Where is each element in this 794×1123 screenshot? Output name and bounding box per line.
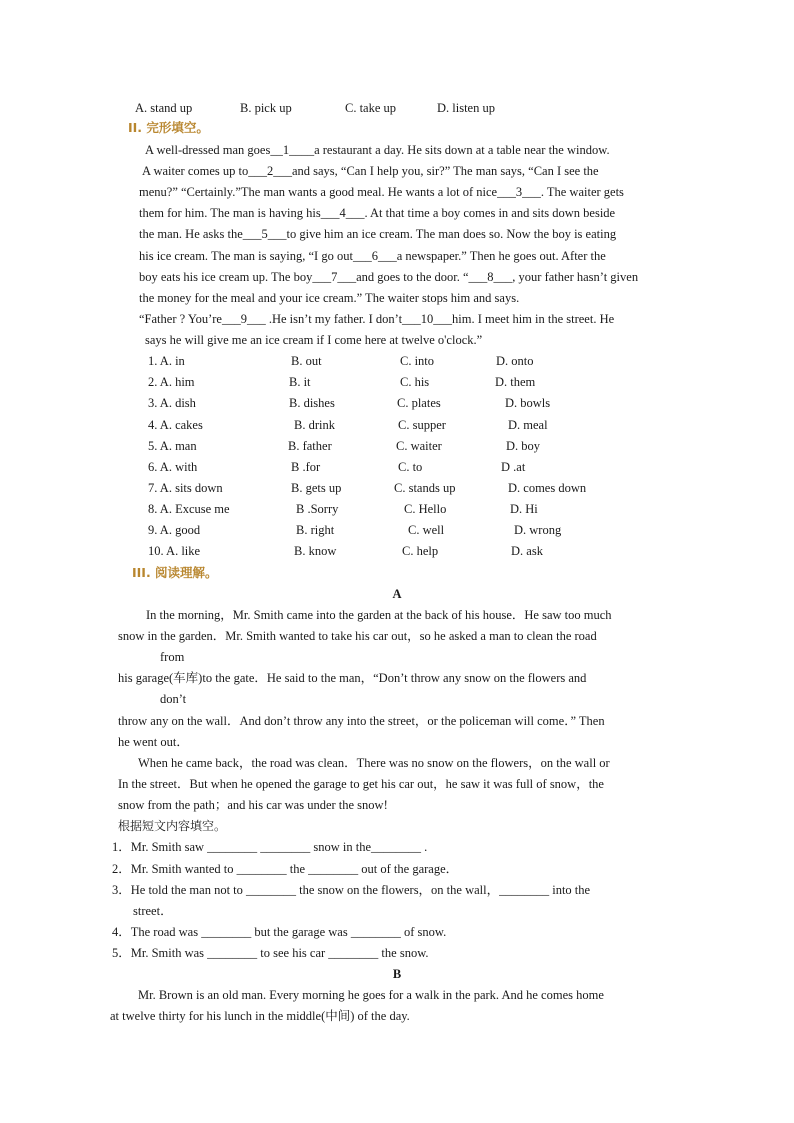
fill-question: 5．Mr. Smith was ________ to see his car ________ the snow. xyxy=(112,946,429,960)
option-10c: C. help xyxy=(402,544,439,558)
option-1a: 1. A. in xyxy=(148,354,185,368)
passage-a-line: he went out． xyxy=(118,735,189,749)
option-2d: D. them xyxy=(495,375,536,389)
passage-a-line: from xyxy=(160,650,185,664)
option-9b: B. right xyxy=(296,523,335,537)
passage-a-line: In the street．But when he opened the garage to get his car out，he saw it was full of snow，the xyxy=(118,777,604,791)
cloze-line: “Father ? You’re___9___ .He isn’t my father. I don’t___10___him. I meet him in the street. He xyxy=(139,312,615,326)
option-2a: 2. A. him xyxy=(148,375,195,389)
passage-b-line: Mr. Brown is an old man. Every morning he goes for a walk in the park. And he comes home xyxy=(138,988,604,1002)
cloze-line: menu?” “Certainly.”The man wants a good meal. He wants a lot of nice___3___. The waiter gets xyxy=(139,185,624,199)
fill-question: street． xyxy=(133,904,173,918)
passage-a-line: throw any on the wall．And don’t throw any into the street，or the policeman will come．” Then xyxy=(118,714,605,728)
passage-a-label: A xyxy=(392,587,402,601)
passage-a-line: When he came back，the road was clean．There was no snow on the flowers，on the wall or xyxy=(138,756,610,770)
top-option-d: D. listen up xyxy=(437,101,495,115)
passage-a-line: In the morning，Mr. Smith came into the garden at the back of his house．He saw too much xyxy=(146,608,612,622)
option-9d: D. wrong xyxy=(514,523,562,537)
option-8d: D. Hi xyxy=(510,502,538,516)
cloze-line: them for him. The man is having his___4___. At that time a boy comes in and sits down beside xyxy=(139,206,616,220)
option-10b: B. know xyxy=(294,544,337,558)
option-6a: 6. A. with xyxy=(148,460,198,474)
option-7d: D. comes down xyxy=(508,481,587,495)
option-6d: D .at xyxy=(501,460,526,474)
passage-b-line: at twelve thirty for his lunch in the middle(中间) of the day. xyxy=(110,1009,410,1023)
passage-a-line: snow in the garden．Mr. Smith wanted to take his car out，so he asked a man to clean the road xyxy=(118,629,597,643)
option-5c: C. waiter xyxy=(396,439,442,453)
passage-a-line: don’t xyxy=(160,692,187,706)
fill-question: 4．The road was ________ but the garage was ________ of snow. xyxy=(112,925,447,939)
option-7c: C. stands up xyxy=(394,481,456,495)
option-4c: C. supper xyxy=(398,418,446,432)
passage-b-label: B xyxy=(392,967,402,981)
option-7b: B. gets up xyxy=(291,481,342,495)
passage-a-line: snow from the path；and his car was under the snow! xyxy=(118,798,388,812)
section3-title: III. 阅读理解。 xyxy=(132,565,218,580)
option-6c: C. to xyxy=(398,460,423,474)
section2-title: II. 完形填空。 xyxy=(128,120,209,135)
option-1c: C. into xyxy=(400,354,435,368)
fill-question: 1．Mr. Smith saw ________ ________ snow in the________ . xyxy=(112,840,428,854)
option-5b: B. father xyxy=(288,439,332,453)
cloze-line: says he will give me an ice cream if I come here at twelve o'clock.” xyxy=(145,333,483,347)
cloze-line: boy eats his ice cream up. The boy___7___and goes to the door. “___8___, your father hasn’t given xyxy=(139,270,639,284)
option-3c: C. plates xyxy=(397,396,441,410)
top-option-a: A. stand up xyxy=(135,101,193,115)
top-option-b: B. pick up xyxy=(240,101,292,115)
option-5d: D. boy xyxy=(506,439,541,453)
top-option-c: C. take up xyxy=(345,101,397,115)
option-1d: D. onto xyxy=(496,354,534,368)
option-4a: 4. A. cakes xyxy=(148,418,203,432)
fill-question: 2．Mr. Smith wanted to ________ the ________ out of the garage． xyxy=(112,862,459,876)
option-10a: 10. A. like xyxy=(148,544,201,558)
option-4b: B. drink xyxy=(294,418,335,432)
fill-instruction: 根据短文内容填空。 xyxy=(118,819,227,833)
option-8c: C. Hello xyxy=(404,502,447,516)
option-5a: 5. A. man xyxy=(148,439,197,453)
fill-question: 3．He told the man not to ________ the snow on the flowers，on the wall，________ into the xyxy=(112,883,591,897)
option-1b: B. out xyxy=(291,354,322,368)
option-8a: 8. A. Excuse me xyxy=(148,502,230,516)
option-6b: B .for xyxy=(291,460,321,474)
cloze-line: A well-dressed man goes__1____a restaurant a day. He sits down at a table near the window. xyxy=(145,143,610,157)
option-8b: B .Sorry xyxy=(296,502,339,516)
option-3d: D. bowls xyxy=(505,396,551,410)
option-10d: D. ask xyxy=(511,544,543,558)
option-3a: 3. A. dish xyxy=(148,396,196,410)
cloze-line: his ice cream. The man is saying, “I go out___6___a newspaper.” Then he goes out. After the xyxy=(139,249,606,263)
option-9a: 9. A. good xyxy=(148,523,201,537)
option-4d: D. meal xyxy=(508,418,548,432)
cloze-line: the money for the meal and your ice cream.” The waiter stops him and says. xyxy=(139,291,520,305)
option-2b: B. it xyxy=(289,375,311,389)
option-3b: B. dishes xyxy=(289,396,335,410)
option-9c: C. well xyxy=(408,523,445,537)
cloze-line: the man. He asks the___5___to give him an ice cream. The man does so. Now the boy is eating xyxy=(139,227,617,241)
cloze-line: A waiter comes up to___2___and says, “Can I help you, sir?” The man says, “Can I see the xyxy=(142,164,599,178)
passage-a-line: his garage(车库)to the gate．He said to the man，“Don’t throw any snow on the flowers and xyxy=(118,671,587,685)
option-7a: 7. A. sits down xyxy=(148,481,223,495)
option-2c: C. his xyxy=(400,375,430,389)
